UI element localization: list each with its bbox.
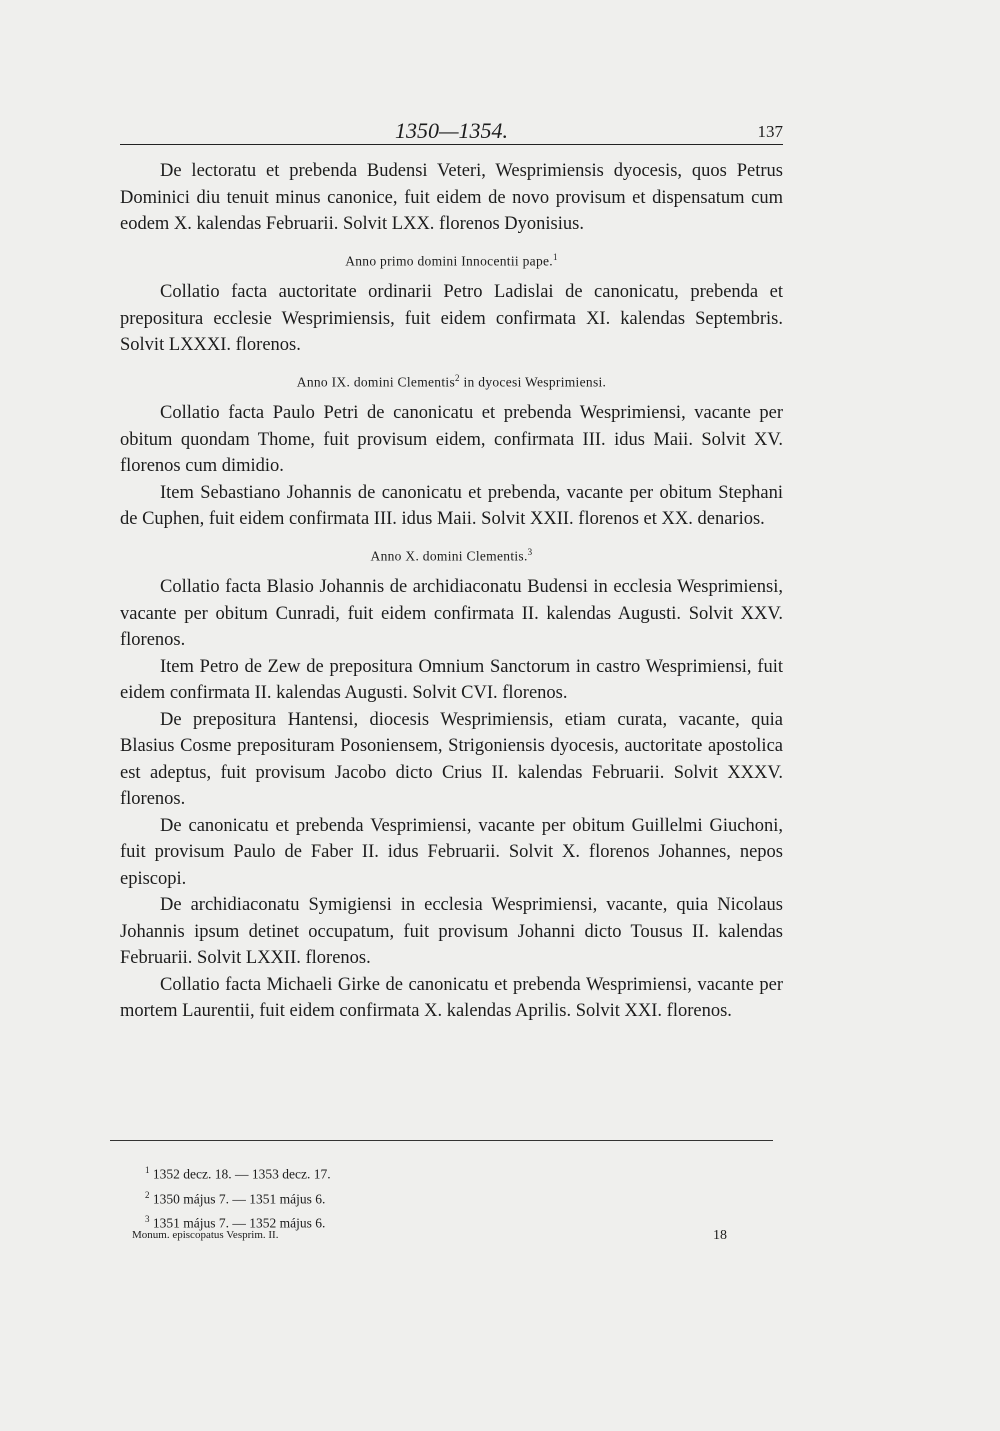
footnote [145,1185,331,1210]
section-heading [120,252,783,270]
running-head [120,118,783,146]
footnotes [145,1160,331,1234]
section-heading-tail: in dyocesi Wesprimiensi. [459,374,607,389]
paragraph: Collatio facta Michaeli Girke de canonicatu et prebenda Wesprimiensi, vacante per mortem Laurentii, fuit eidem confirmata X. kalendas Aprilis. Solvit XXI. florenos. [120,974,783,1021]
paragraph: Collatio facta Paulo Petri de canonicatu et prebenda Wesprimiensi, vacante per obitum quondam Thome, fuit provisum eidem, confirmata III. idus Maii. Solvit XV. florenos cum dimidio. [120,403,783,476]
footnote-mark: 2 [455,372,460,383]
section-heading-text: Anno IX. domini Clementis [296,374,456,389]
paragraph: De archidiaconatu Symigiensi in ecclesia Wesprimiensi, vacante, quia Nicolaus Johannis ipsum detinet occupatum, fuit provisum Johanni dicto Tousus II. kalendas Februarii. Solvit LXXII. florenos. [120,895,783,968]
paragraph: De canonicatu et prebenda Vesprimiensi, vacante per obitum Guillelmi Giuchoni, fuit provisum Paulo de Faber II. idus Februarii. Solvit X. florenos Johannes, nepos episcopi. [120,815,783,889]
paragraph: De lectoratu et prebenda Budensi Veteri, Wesprimiensis dyocesis, quos Petrus Dominici diu tenuit minus canonice, fuit eidem de novo provisum et dispensatum cum eodem X. kalendas Februarii. Solvit LXX. florenos Dyonisius. [120,161,783,234]
section-heading [120,547,783,565]
footnote [145,1160,331,1185]
section-heading-text: Anno primo domini Innocentii pape. [345,253,553,268]
footnote-number: 1 [145,1165,150,1175]
footnote-text: 1350 május 7. — 1351 május 6. [152,1191,326,1206]
paragraph: Collatio facta Blasio Johannis de archidiaconatu Budensi in ecclesia Wesprimiensi, vacante per obitum Cunradi, fuit eidem confirmata II. kalendas Augusti. Solvit XXV. florenos. [120,577,783,650]
main-text [120,158,783,1025]
footnote-mark: 3 [527,546,533,557]
footnote-text: 1351 május 7. — 1352 május 6. [152,1215,326,1231]
footnote-number: 2 [145,1189,150,1200]
footnote-mark: 1 [552,251,558,262]
paragraph: Item Sebastiano Johannis de canonicatu et prebenda, vacante per obitum Stephani de Cuphen, fuit eidem confirmata III. idus Maii. Solvit XXII. florenos et XX. denarios. [120,482,783,529]
footnote-rule [110,1140,773,1141]
footer-signature-number: 18 [713,1228,727,1243]
paragraph: Item Petro de Zew de prepositura Omnium Sanctorum in castro Wesprimiensi, fuit eidem confirmata II. kalendas Augusti. Solvit CVI. florenos. [120,656,783,703]
footnote-number: 3 [145,1214,150,1224]
footnote-text: 1352 decz. 18. — 1353 decz. 17. [152,1166,331,1182]
footer-series-title: Monum. episcopatus Vesprim. II. [132,1229,279,1241]
page-number: 137 [757,122,783,141]
section-heading [120,373,783,391]
running-head-years: 1350—1354. [394,118,509,143]
header-rule [120,144,783,145]
paragraph: Collatio facta auctoritate ordinarii Petro Ladislai de canonicatu, prebenda et prepositura ecclesie Wesprimiensis, fuit eidem confirmata XI. kalendas Septembris. Solvit LXXXI. florenos. [120,282,783,355]
section-heading-text: Anno X. domini Clementis. [370,548,528,563]
paragraph: De prepositura Hantensi, diocesis Wesprimiensis, etiam curata, vacante, quia Blasius Cosme preposituram Posoniensem, Strigoniensis dyocesis, auctoritate apostolica est adeptus, fuit provisum Jacobo dicto Crius II. kalendas Februarii. Solvit XXXV. florenos. [120,709,783,809]
